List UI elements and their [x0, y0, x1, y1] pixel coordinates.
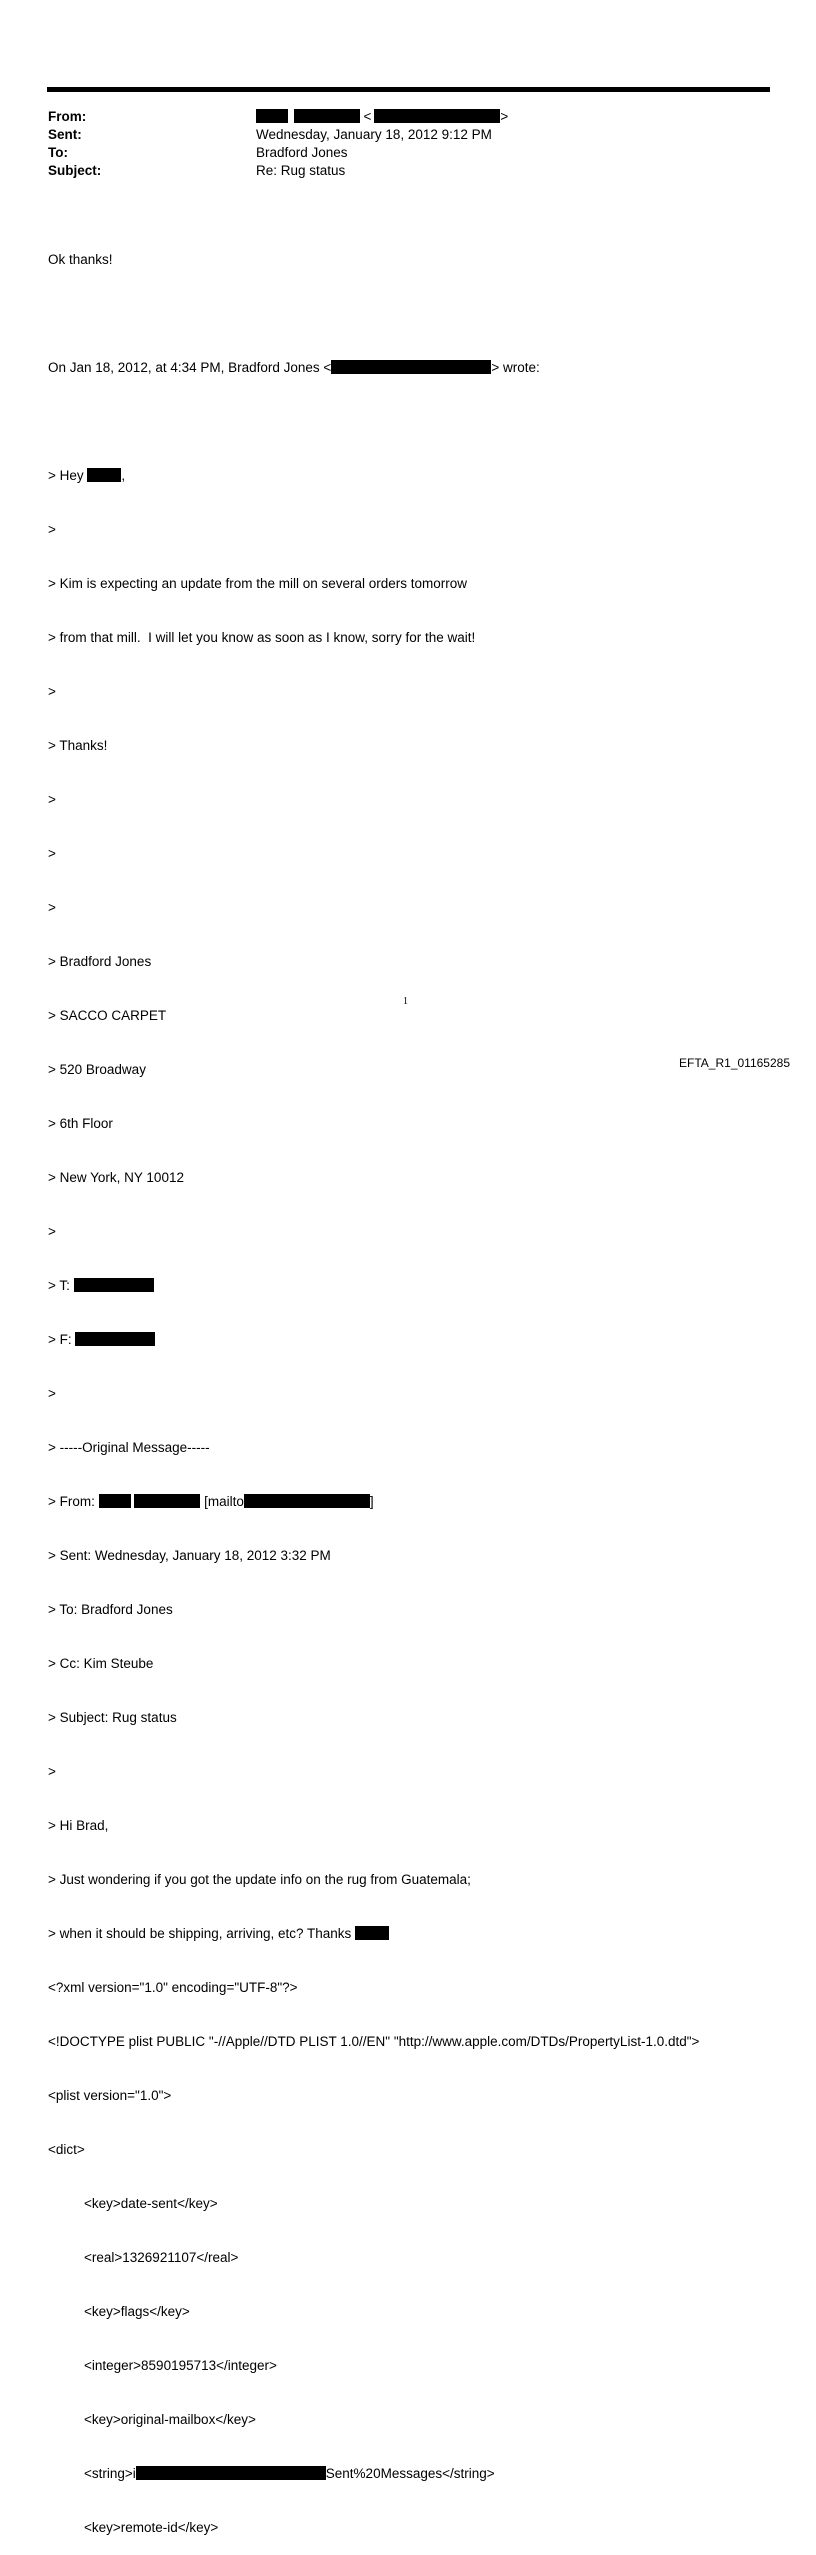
xml-line: <string>i Sent%20Messages</string>: [84, 2466, 495, 2481]
xml-line: <plist version="1.0">: [48, 2088, 172, 2103]
xml-line: <key>date-sent</key>: [84, 2196, 218, 2211]
sent-value: Wednesday, January 18, 2012 9:12 PM: [256, 127, 492, 142]
from-row: [48, 108, 748, 126]
original-from-line: > From: [mailto ]: [48, 1494, 374, 1509]
xml-line: <integer>8590195713</integer>: [84, 2358, 277, 2373]
from-label: From:: [48, 109, 87, 124]
redaction: [256, 109, 288, 123]
body-line: >: [48, 846, 56, 861]
body-line: > Thanks!: [48, 738, 108, 753]
header-rule: [47, 87, 770, 92]
signature-name: > Bradford Jones: [48, 954, 152, 969]
body-line: > Kim is expecting an update from the mill on several orders tomorrow: [48, 576, 468, 591]
original-message-marker: > -----Original Message-----: [48, 1440, 210, 1455]
redaction: [374, 109, 500, 123]
redaction: [74, 1278, 154, 1292]
to-label: To:: [48, 145, 68, 160]
redaction: [75, 1332, 155, 1346]
redaction: [136, 2466, 326, 2480]
to-row: [48, 144, 748, 162]
signature-phone: > T:: [48, 1277, 699, 1295]
sent-label: Sent:: [48, 127, 82, 142]
signature-floor: > 6th Floor: [48, 1116, 113, 1131]
signature-address: > 520 Broadway: [48, 1062, 146, 1077]
xml-line: <key>remote-id</key>: [84, 2520, 219, 2535]
body-line: >: [48, 522, 56, 537]
redaction: [355, 1926, 389, 1940]
body-line: >: [48, 792, 56, 807]
body-line: > Hi Brad,: [48, 1818, 109, 1833]
subject-label: Subject:: [48, 163, 102, 178]
sent-row: [48, 126, 748, 144]
from-value: < >: [256, 108, 508, 126]
body-line: >: [48, 1764, 56, 1779]
xml-line: <?xml version="1.0" encoding="UTF-8"?>: [48, 1980, 298, 1995]
body-line: > Hey ,: [48, 468, 126, 483]
redaction: [244, 1494, 370, 1508]
redaction: [99, 1494, 131, 1508]
original-to-line: > To: Bradford Jones: [48, 1602, 173, 1617]
redaction: [294, 109, 360, 123]
subject-value: Re: Rug status: [256, 163, 346, 178]
email-body: [48, 215, 699, 2555]
xml-line: <dict>: [48, 2142, 85, 2157]
signature-fax: > F:: [48, 1331, 699, 1349]
body-line: >: [48, 684, 56, 699]
body-line: >: [48, 1224, 56, 1239]
signature-company: > SACCO CARPET: [48, 1008, 167, 1023]
redaction: [134, 1494, 200, 1508]
redaction: [87, 468, 121, 482]
xml-line: <!DOCTYPE plist PUBLIC "-//Apple//DTD PLIST 1.0//EN" "http://www.apple.com/DTDs/PropertyList-1.0.dtd">: [48, 2034, 700, 2049]
original-cc-line: > Cc: Kim Steube: [48, 1656, 154, 1671]
body-line: Ok thanks!: [48, 252, 113, 267]
xml-line: <key>flags</key>: [84, 2304, 190, 2319]
redaction: [331, 360, 491, 374]
page-number: 1: [403, 996, 408, 1007]
xml-line: <key>original-mailbox</key>: [84, 2412, 256, 2427]
signature-city: > New York, NY 10012: [48, 1170, 184, 1185]
quote-intro-line: On Jan 18, 2012, at 4:34 PM, Bradford Jones < > wrote:: [48, 360, 540, 375]
subject-row: [48, 162, 748, 180]
body-line: > Just wondering if you got the update info on the rug from Guatemala;: [48, 1872, 471, 1887]
original-subject-line: > Subject: Rug status: [48, 1710, 177, 1725]
body-line: >: [48, 1386, 56, 1401]
body-line: > when it should be shipping, arriving, etc? Thanks: [48, 1925, 699, 1943]
body-line: > from that mill. I will let you know as soon as I know, sorry for the wait!: [48, 630, 476, 645]
document-id: EFTA_R1_01165285: [679, 1056, 790, 1070]
xml-line: <real>1326921107</real>: [84, 2250, 239, 2265]
to-value: Bradford Jones: [256, 145, 348, 160]
body-line: >: [48, 900, 56, 915]
original-sent-line: > Sent: Wednesday, January 18, 2012 3:32 PM: [48, 1548, 331, 1563]
